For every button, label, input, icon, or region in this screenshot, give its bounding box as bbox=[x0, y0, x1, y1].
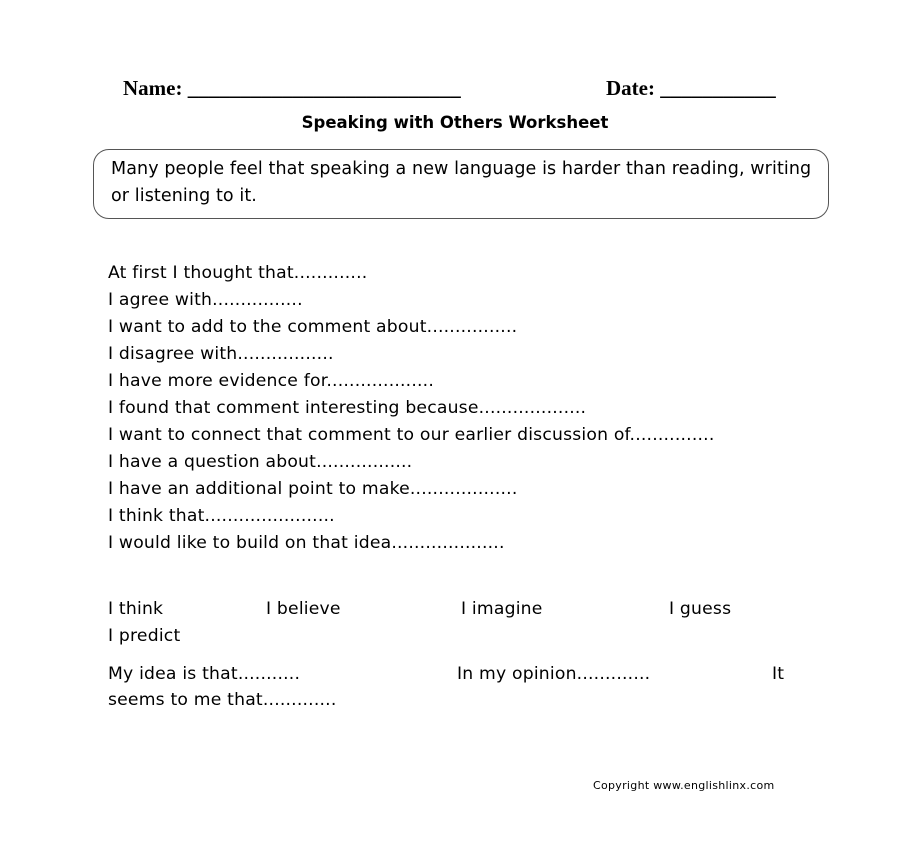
list-item: I think that....................... bbox=[108, 506, 335, 526]
list-item: I have a question about................. bbox=[108, 452, 413, 472]
opinion-item-start: It bbox=[772, 664, 785, 684]
intro-box bbox=[93, 149, 829, 219]
opinion-verbs-row bbox=[108, 596, 808, 656]
verb-item: I believe bbox=[266, 599, 341, 619]
list-item: I found that comment interesting because................... bbox=[108, 398, 587, 418]
opinion-item-end: seems to me that............. bbox=[108, 690, 337, 710]
intro-text: Many people feel that speaking a new language is harder than reading, writing or listening to it. bbox=[111, 159, 812, 206]
list-item: I have an additional point to make................... bbox=[108, 479, 518, 499]
opinion-item: My idea is that........... bbox=[108, 664, 301, 684]
verb-item: I think bbox=[108, 599, 164, 619]
name-field-line: Name: __________________________ bbox=[123, 76, 461, 100]
verb-item: I imagine bbox=[461, 599, 543, 619]
list-item: I have more evidence for................... bbox=[108, 371, 434, 391]
list-item: I would like to build on that idea.................... bbox=[108, 533, 505, 553]
list-item: I want to connect that comment to our earlier discussion of............... bbox=[108, 425, 715, 445]
worksheet-title: Speaking with Others Worksheet bbox=[301, 113, 609, 132]
opinion-phrases-row bbox=[108, 661, 808, 721]
verb-item: I predict bbox=[108, 626, 181, 646]
verb-item: I guess bbox=[669, 599, 732, 619]
date-field-line: Date: ___________ bbox=[606, 76, 776, 100]
opinion-item: In my opinion............. bbox=[457, 664, 651, 684]
list-item: I want to add to the comment about................ bbox=[108, 317, 518, 337]
list-item: At first I thought that............. bbox=[108, 263, 368, 283]
list-item: I disagree with................. bbox=[108, 344, 334, 364]
sentence-starter-list bbox=[108, 260, 758, 557]
list-item: I agree with................ bbox=[108, 290, 303, 310]
copyright-notice: Copyright www.englishlinx.com bbox=[593, 779, 775, 792]
